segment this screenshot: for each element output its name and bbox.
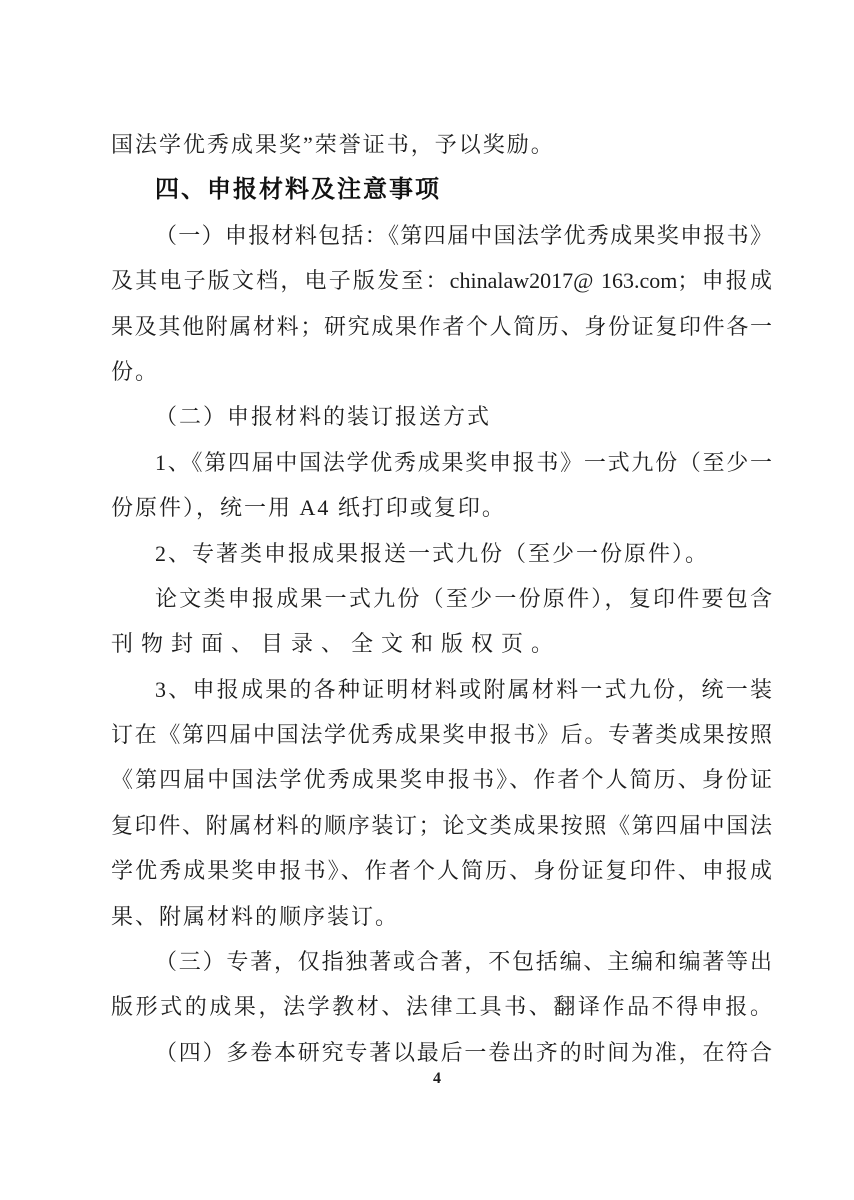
list-item-2-line: 刊物封面、目录、全文和版权页。 [111,631,562,657]
list-item-3-line: 订在《第四届中国法学优秀成果奖申报书》后。专著类成果按照 [111,722,772,748]
paragraph-item-2-line: （二）申报材料的装订报送方式 [155,404,492,430]
text-line-continuation: 国法学优秀成果奖”荣誉证书，予以奖励。 [111,132,555,157]
paragraph-item-1-line: 果及其他附属材料；研究成果作者个人简历、身份证复印件各一 [111,313,772,339]
list-item-1-line: 份原件），统一用 A4 纸打印或复印。 [111,495,506,521]
section-heading: 四、申报材料及注意事项 [155,176,441,204]
list-item-3-line: 学优秀成果奖申报书》、作者个人简历、身份证复印件、申报成 [111,858,772,884]
paragraph-item-1-line: 份。 [111,358,160,384]
list-item-2-line: 2、专著类申报成果报送一式九份（至少一份原件）。 [155,540,710,566]
document-body [111,122,772,1075]
list-item-3-line: 复印件、附属材料的顺序装订；论文类成果按照《第四届中国法 [111,812,772,838]
paragraph-item-1-line: 及其电子版文档，电子版发至：chinalaw2017@ 163.com；申报成 [111,268,772,294]
paragraph-item-3-line: 版形式的成果，法学教材、法律工具书、翻译作品不得申报。 [111,994,772,1020]
list-item-3-line: 3、申报成果的各种证明材料或附属材料一式九份，统一装 [155,676,772,702]
list-item-1-line: 1、《第四届中国法学优秀成果奖申报书》一式九份（至少一 [155,449,772,475]
paragraph-item-3-line: （三）专著，仅指独著或合著，不包括编、主编和编著等出 [155,949,772,975]
list-item-2-line: 论文类申报成果一式九份（至少一份原件），复印件要包含 [155,585,772,611]
paragraph-item-4-line: （四）多卷本研究专著以最后一卷出齐的时间为准，在符合 [155,1039,772,1065]
page-number: 4 [433,1070,441,1087]
list-item-3-line: 果、附属材料的顺序装订。 [111,903,400,929]
list-item-3-line: 《第四届中国法学优秀成果奖申报书》、作者个人简历、身份证 [111,767,772,793]
paragraph-item-1-line: （一）申报材料包括：《第四届中国法学优秀成果奖申报书》 [155,222,772,248]
